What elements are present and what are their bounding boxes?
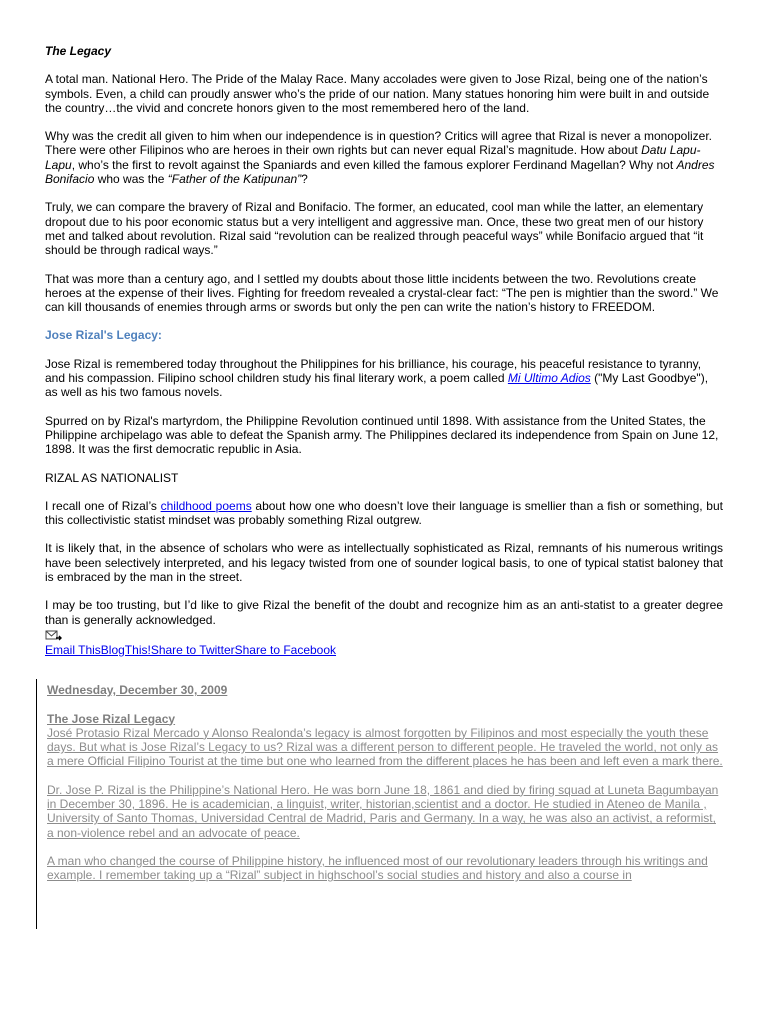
bravery-paragraph: Truly, we can compare the bravery of Rizal and Bonifacio. The former, an educated, cool man while the latter, an elementary dropout due to his poor economic status but a very intelligent and aggressive man. Once, these two great men of our history met and talked about revolution. Rizal said “revolution can be realized through peaceful ways” while Bonifacio argued that “it should be through radical ways.” <box>45 200 704 258</box>
mi-ultimo-adios-link[interactable]: Mi Ultimo Adios <box>507 371 591 386</box>
heroes-paragraph: Why was the credit all given to him when our independence is in question? Critics will agree that Rizal is never a monopolizer. There were other Filipinos who are heroes in their own rights but can never equal Rizal’s magnitude. How about Datu Lapu-Lapu, who’s the first to revolt against the Spaniards and even killed the famous explorer Ferdinand Magellan? Why not Andres Bonifacio who was the “Father of the Katipunan”? <box>45 129 715 187</box>
archive-paragraph-1: José Protasio Rizal Mercado y Alonso Realonda’s legacy is almost forgotten by Filipinos and most especially the youth these days. But what is Jose Rizal’s Legacy to us? Rizal was a different person to different people. He traveled the world, not only as a mere Official Filipino Tourist at the time but one who learned from the different places he has been and left even a mark there. <box>47 725 723 769</box>
legacy-paragraph-1: Jose Rizal is remembered today throughout the Philippines for his brilliance, his courage, his peaceful resistance to tyranny, and his compassion. Filipino school children study his final literary work, a poem called Mi Ultimo Adios ("My Last Goodbye"), as well as his two famous novels. <box>45 356 709 400</box>
bonifacio-name: Andres Bonifacio <box>45 157 715 187</box>
share-row <box>45 629 723 657</box>
legacy-heading: Jose Rizal's Legacy: <box>45 328 162 343</box>
archive-paragraph-3: A man who changed the course of Philippine history, he influenced most of our revolutionary leaders through his writings and example. I remember taking up a “Rizal” subject in highschool’s social studies and history and also a course in <box>47 853 708 883</box>
intro-paragraph: A total man. National Hero. The Pride of the Malay Race. Many accolades were given to Jose Rizal, being one of the nation’s symbols. Even, a child can proudly answer who’s the pride of our nation. Many statues honoring him were built in and outside the country…the vivid and concrete honors given to the most remembered hero of the land. <box>45 72 710 115</box>
archived-post <box>45 683 723 882</box>
legacy-paragraph-2: Spurred on by Rizal's martyrdom, the Philippine Revolution continued until 1898. With assistance from the United States, the Philippine archipelago was able to defeat the Spanish army. The Philippines declared its independence from Spain on June 12, 1898. It was the first democratic republic in Asia. <box>45 413 719 457</box>
share-links[interactable]: Email ThisBlogThis!Share to TwitterShare to Facebook <box>45 642 337 657</box>
page-title: The Legacy <box>45 44 112 58</box>
nationalist-paragraph-1: I recall one of Rizal’s childhood poems about how one who doesn’t love their language is smellier than a fish or something, but this collectivistic statist mindset was probably something Rizal outgrew. <box>45 498 723 528</box>
father-katipunan-quote: “Father of the Katipunan” <box>167 172 302 187</box>
nationalist-paragraph-2: It is likely that, in the absence of scholars who were as intellectually sophisticated as Rizal, remnants of his numerous writings have been selectively interpreted, and his legacy twisted from one of sounder logical basis, to one of typical statist baloney that is embraced by the man in the street. <box>45 541 723 585</box>
lapu-lapu-name: Datu Lapu-Lapu <box>45 143 701 172</box>
archive-left-border <box>36 679 37 929</box>
nationalist-paragraph-3: I may be too trusting, but I’d like to give Rizal the benefit of the doubt and recognize him as an anti-statist to a greater degree than is generally acknowledged. <box>45 598 723 627</box>
archive-paragraph-2: Dr. Jose P. Rizal is the Philippine’s National Hero. He was born June 18, 1861 and died by firing squad at Luneta Bagumbayan in December 30, 1896. He is academician, a linguist, writer, historian,scientist and a doctor. He studied in Ateneo de Manila , University of Santo Thomas, Universidad Central de Madrid, Paris and Germany. In a way, he was also an activist, a reformist, a non-violence rebel and an advocate of peace. <box>47 782 719 840</box>
childhood-poems-link[interactable]: childhood poems <box>160 498 252 513</box>
email-share-icon[interactable] <box>45 629 63 643</box>
post-title-link[interactable]: The Jose Rizal Legacy <box>47 711 176 726</box>
nationalist-heading: RIZAL AS NATIONALIST <box>45 470 179 485</box>
post-date: Wednesday, December 30, 2009 <box>47 683 228 698</box>
century-paragraph: That was more than a century ago, and I settled my doubts about those little incidents between the two. Revolutions create heroes at the expense of their lives. Fighting for freedom revealed a crystal-clear fact: “The pen is mightier than the sword.” We can kill thousands of enemies through arms or swords but only the pen can write the nation’s history to FREEDOM. <box>45 271 719 315</box>
